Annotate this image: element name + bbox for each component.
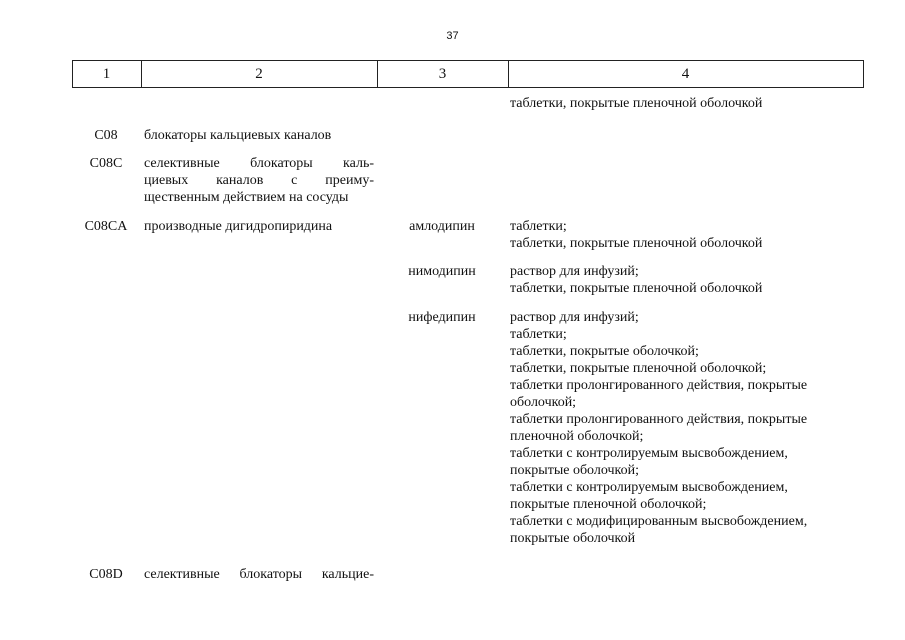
atc-group-name-line: селективные блокаторы кальцие- bbox=[144, 567, 374, 582]
drug-name: амлодипин bbox=[409, 219, 475, 234]
page-number: 37 bbox=[446, 30, 459, 42]
atc-group-name-line: циевых каналов с преиму- bbox=[144, 173, 374, 188]
table-header-top-rule bbox=[72, 60, 863, 61]
dosage-form-line: таблетки; bbox=[510, 327, 567, 342]
dosage-form-line: таблетки, покрытые пленочной оболочкой bbox=[510, 236, 763, 251]
atc-group-name bbox=[144, 566, 374, 583]
dosage-form-line: таблетки с контролируемым высвобождением, bbox=[510, 480, 788, 495]
column-header-3: 3 bbox=[438, 66, 447, 82]
dosage-form-line: раствор для инфузий; bbox=[510, 310, 639, 325]
table-header-bottom-rule bbox=[72, 87, 863, 88]
dosage-form-line: покрытые оболочкой; bbox=[510, 463, 640, 478]
dosage-form-line: раствор для инфузий; bbox=[510, 264, 639, 279]
atc-group-name bbox=[144, 155, 374, 206]
dosage-form-line: таблетки, покрытые пленочной оболочкой bbox=[510, 96, 763, 111]
atc-group-name-line: производные дигидропиридина bbox=[144, 219, 333, 234]
atc-group-name-line: селективные блокаторы каль- bbox=[144, 156, 374, 171]
atc-code: C08CA bbox=[84, 219, 128, 234]
atc-code: C08C bbox=[89, 156, 123, 171]
dosage-forms bbox=[510, 218, 850, 252]
dosage-form-line: таблетки с модифицированным высвобождением, bbox=[510, 514, 808, 529]
atc-group-name-line: щественным действием на сосуды bbox=[144, 190, 349, 205]
column-header-1: 1 bbox=[102, 66, 111, 82]
atc-code: C08D bbox=[89, 567, 123, 582]
dosage-form-line: таблетки пролонгированного действия, покрытые bbox=[510, 378, 808, 393]
atc-group-name bbox=[144, 218, 374, 235]
dosage-form-line: пленочной оболочкой; bbox=[510, 429, 644, 444]
dosage-form-line: покрытые оболочкой bbox=[510, 531, 636, 546]
dosage-forms bbox=[510, 263, 850, 297]
dosage-form-line: таблетки, покрытые оболочкой; bbox=[510, 344, 699, 359]
atc-group-name bbox=[144, 127, 374, 144]
drug-name: нифедипин bbox=[408, 310, 476, 325]
dosage-forms bbox=[510, 95, 850, 112]
dosage-form-line: таблетки, покрытые пленочной оболочкой; bbox=[510, 361, 767, 376]
atc-group-name-line: блокаторы кальциевых каналов bbox=[144, 128, 332, 143]
column-divider bbox=[863, 60, 864, 88]
dosage-form-line: таблетки пролонгированного действия, покрытые bbox=[510, 412, 808, 427]
column-header-2: 2 bbox=[255, 66, 263, 82]
column-header-4: 4 bbox=[681, 66, 690, 82]
dosage-form-line: покрытые пленочной оболочкой; bbox=[510, 497, 707, 512]
atc-code: C08 bbox=[94, 128, 118, 143]
dosage-form-line: таблетки; bbox=[510, 219, 567, 234]
dosage-form-line: таблетки с контролируемым высвобождением, bbox=[510, 446, 788, 461]
dosage-form-line: оболочкой; bbox=[510, 395, 577, 410]
dosage-forms bbox=[510, 309, 850, 547]
dosage-form-line: таблетки, покрытые пленочной оболочкой bbox=[510, 281, 763, 296]
drug-name: нимодипин bbox=[408, 264, 476, 279]
